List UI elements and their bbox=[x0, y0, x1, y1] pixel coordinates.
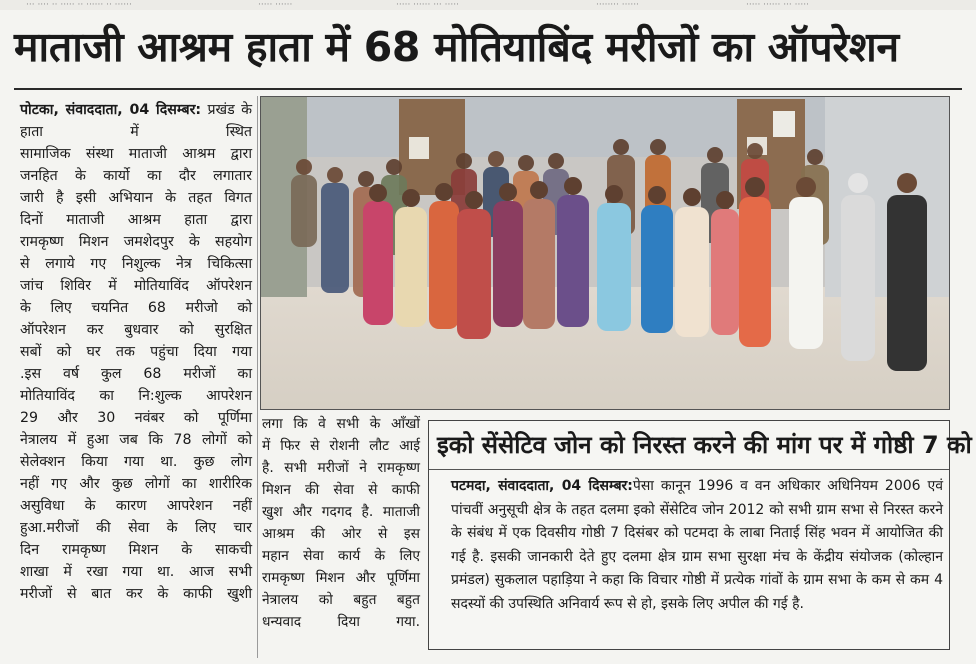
article-column-2 bbox=[262, 413, 420, 633]
column-line bbox=[20, 583, 252, 605]
headline-rule bbox=[14, 88, 962, 90]
side-story-box bbox=[428, 420, 972, 650]
column-line bbox=[262, 457, 420, 479]
column-line bbox=[20, 187, 252, 209]
column-line bbox=[20, 143, 252, 165]
column-line-text: सबों को घर तक पहुंचा दिया गया bbox=[20, 344, 252, 360]
column-line-text: प्रखंड के हाता में स्थित bbox=[20, 102, 252, 140]
column-line-text: खुश और गदगद है. माताजी bbox=[262, 504, 420, 520]
previous-article-fragment bbox=[0, 0, 976, 10]
column-line bbox=[20, 275, 252, 297]
column-line bbox=[262, 567, 420, 589]
column-line-text: मरीजों से बात कर के काफी खुशी bbox=[20, 586, 252, 602]
column-line-text: है. सभी मरीजों ने रामकृष्ण bbox=[262, 460, 420, 476]
column-line bbox=[20, 407, 252, 429]
column-line bbox=[20, 253, 252, 275]
column-line-text: सेलेक्शन किया गया था. कुछ लोग bbox=[20, 454, 252, 470]
dateline: पोटका, संवाददाता, 04 दिसम्बर: bbox=[20, 102, 202, 118]
column-line bbox=[20, 561, 252, 583]
column-line-text: नेत्रालय में हुआ जब कि 78 लोगों को bbox=[20, 432, 252, 448]
column-line-text: से लगाये गए निशुल्क नेत्र चिकित्सा bbox=[20, 256, 252, 272]
fragment-text: ····· ······ ··· ····· bbox=[746, 0, 809, 10]
column-line-text: नहीं गए और कुछ लोगों का शारीरिक bbox=[20, 476, 252, 492]
column-line-text: असुविधा के कारण आपरेशन नहीं bbox=[20, 498, 252, 514]
column-line-text: 29 और 30 नवंबर को पूर्णिमा bbox=[20, 410, 252, 426]
column-line bbox=[20, 231, 252, 253]
column-line bbox=[20, 297, 252, 319]
column-line-text: मिशन की सेवा से काफी bbox=[262, 482, 420, 498]
column-line bbox=[262, 413, 420, 435]
column-line bbox=[262, 501, 420, 523]
column-line-text: दिनों माताजी आश्रम हाता द्वारा bbox=[20, 212, 252, 228]
column-line bbox=[20, 539, 252, 561]
column-line-text: जांच शिविर में मोतियाविंद ऑपरेशन bbox=[20, 278, 252, 294]
column-line bbox=[262, 545, 420, 567]
column-line-text: रामकृष्ण मिशन जमशेदपुर के सहयोग bbox=[20, 234, 252, 250]
column-line bbox=[20, 517, 252, 539]
column-line bbox=[262, 523, 420, 545]
column-line-text: रामकृष्ण मिशन और पूर्णिमा bbox=[262, 570, 420, 586]
column-line-text: में फिर से रोशनी लौट आई bbox=[262, 438, 420, 454]
column-divider bbox=[257, 96, 258, 658]
column-line-text: सामाजिक संस्था माताजी आश्रम द्वारा bbox=[20, 146, 252, 162]
group-photo-illustration bbox=[261, 97, 949, 409]
column-line-text: हुआ.मरीजों की सेवा के लिए चार bbox=[20, 520, 252, 536]
side-story-body bbox=[451, 475, 943, 616]
column-line bbox=[262, 611, 420, 633]
column-line bbox=[20, 363, 252, 385]
column-line bbox=[262, 479, 420, 501]
article-column-1 bbox=[20, 99, 252, 605]
column-line-text: ऑपरेशन कर बुधवार को सुरक्षित bbox=[20, 322, 252, 338]
column-line-text: आश्रम की ओर से इस bbox=[262, 526, 420, 542]
column-line-text: शाखा में रखा गया था. आज सभी bbox=[20, 564, 252, 580]
column-line bbox=[20, 99, 252, 143]
column-line-text: के लिए चयनित 68 मरीजो को bbox=[20, 300, 252, 316]
column-line-text: नेत्रालय को बहुत बहुत bbox=[262, 592, 420, 608]
column-line bbox=[20, 473, 252, 495]
column-line-text: लगा कि वे सभी के आँखों bbox=[262, 416, 420, 432]
column-line bbox=[262, 435, 420, 457]
article-headline: माताजी आश्रम हाता में 68 मोतियाबिंद मरीजों का ऑपरेशन bbox=[14, 23, 899, 71]
column-line bbox=[20, 495, 252, 517]
column-line-text: दिन रामकृष्ण मिशन के साकची bbox=[20, 542, 252, 558]
column-line bbox=[20, 429, 252, 451]
fragment-text: ····· ······ bbox=[258, 0, 293, 10]
column-line bbox=[262, 589, 420, 611]
column-line-text: धन्यवाद दिया गया. bbox=[262, 614, 420, 630]
column-line bbox=[20, 165, 252, 187]
column-line bbox=[20, 319, 252, 341]
column-line bbox=[20, 209, 252, 231]
side-story-text: पेसा कानून 1996 व वन अधिकार अधिनियम 2006 एवं पांचवीं अनुसूची क्षेत्र के तहत दलमा इको सेंसेटिव जोन 2012 को सभी ग्राम सभा से निरस्त करने के संबंध में एक दिवसीय गोष्ठी 7 दिसंबर को पटमदा के लाबा निताई सिंह भवन में आयोजित की गई है. इसकी जानकारी देते हुए दलमा क्षेत्र ग्राम सभा सुरक्षा मंच के केंद्रीय संयोजक (कोल्हान प्रमंडल) सुकलाल पहाड़िया ने कहा कि विचार गोष्ठी में प्रत्येक गांवों के ग्राम सभा के कम से कम 4 सदस्यों की उपस्थिति अनिवार्य रूप से हो, इसके लिए अपील की गई है. bbox=[451, 478, 943, 612]
column-line bbox=[20, 385, 252, 407]
side-story-dateline: पटमदा, संवाददाता, 04 दिसम्बर: bbox=[451, 478, 633, 494]
column-line-text: जारी है इसी अभियान के तहत विगत bbox=[20, 190, 252, 206]
column-line bbox=[20, 341, 252, 363]
fragment-text: ····· ······ ··· ····· bbox=[396, 0, 459, 10]
side-story-headline: इको सेंसेटिव जोन को निरस्त करने की मांग पर में गोष्ठी 7 को bbox=[437, 431, 972, 459]
column-line-text: मोतियाविंद का नि:शुल्क आपरेशन bbox=[20, 388, 252, 404]
column-line-text: जनहित के कार्यो का दौर लगातार bbox=[20, 168, 252, 184]
fragment-text: ··· ···· ·· ····· ·· ······ ·· ······ bbox=[26, 0, 132, 10]
column-line-text: .इस वर्ष कुल 68 मरीजों का bbox=[20, 366, 252, 382]
news-photo bbox=[260, 96, 950, 410]
side-story-rule bbox=[429, 469, 949, 470]
column-line bbox=[20, 451, 252, 473]
fragment-text: ········ ······ bbox=[596, 0, 639, 10]
column-line-text: महान सेवा कार्य के लिए bbox=[262, 548, 420, 564]
